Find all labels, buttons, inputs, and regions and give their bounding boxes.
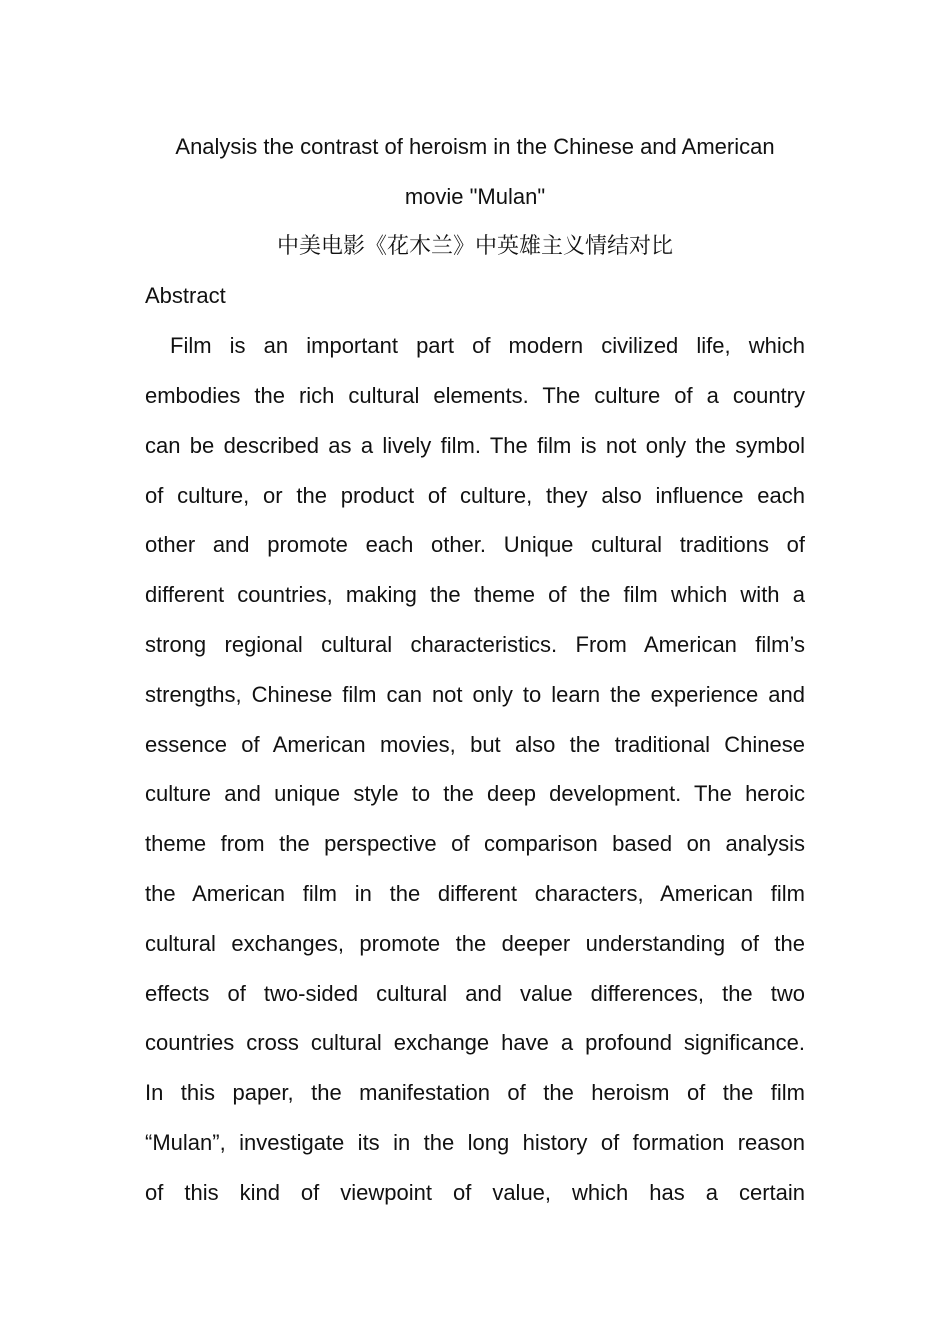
english-title-line: Analysis the contrast of heroism in the Chinese and American: [175, 134, 775, 159]
abstract-line: Film is an important part of modern civilized life, which: [170, 333, 805, 359]
abstract-line: theme from the perspective of comparison based on analysis: [145, 831, 805, 857]
abstract-heading: Abstract: [145, 283, 226, 309]
abstract-line: essence of American movies, but also the traditional Chinese: [145, 731, 805, 757]
abstract-line: can be described as a lively film. The film is not only the symbol: [145, 432, 805, 458]
abstract-line: different countries, making the theme of the film which with a: [145, 582, 805, 608]
english-title-line: movie "Mulan": [404, 183, 546, 209]
abstract-line: strong regional cultural characteristics. From American film’s: [145, 631, 805, 657]
abstract-line: cultural exchanges, promote the deeper understanding of the: [145, 930, 805, 956]
abstract-line: the American film in the different characters, American film: [145, 880, 805, 906]
abstract-line: effects of two-sided cultural and value differences, the two: [145, 980, 805, 1006]
abstract-line: of culture, or the product of culture, they also influence each: [145, 482, 805, 508]
abstract-line: embodies the rich cultural elements. The culture of a country: [145, 382, 805, 408]
abstract-line: In this paper, the manifestation of the heroism of the film: [145, 1080, 805, 1106]
english-title: [145, 122, 805, 222]
abstract-line: of this kind of viewpoint of value, which has a certain: [145, 1179, 805, 1205]
abstract-line: “Mulan”, investigate its in the long history of formation reason: [145, 1129, 805, 1155]
abstract-line: strengths, Chinese film can not only to learn the experience and: [145, 681, 805, 707]
abstract-line: culture and unique style to the deep development. The heroic: [145, 781, 805, 807]
abstract-line: countries cross cultural exchange have a profound significance.: [145, 1030, 805, 1056]
abstract-line: other and promote each other. Unique cultural traditions of: [145, 532, 805, 558]
document-content: [145, 122, 805, 1218]
abstract-body: [145, 321, 805, 1217]
chinese-title: 中美电影《花木兰》中英雄主义情结对比: [276, 233, 673, 259]
